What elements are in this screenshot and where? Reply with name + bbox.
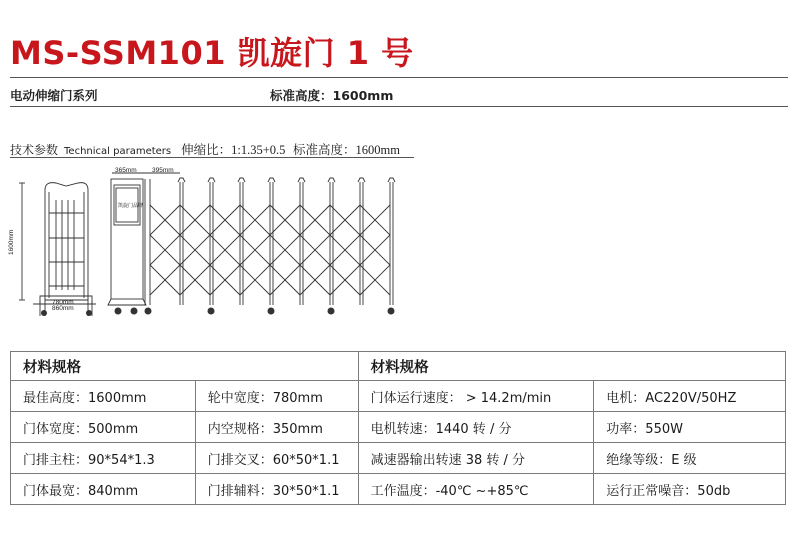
gate-side-view bbox=[19, 183, 96, 316]
spec-cell: 门体运行速度： > 14.2m/min bbox=[358, 381, 594, 412]
spec-cell: 轮中宽度：780mm bbox=[195, 381, 358, 412]
gate-front-machine bbox=[108, 173, 180, 305]
machine-panel-label: 凯旋门品牌 bbox=[118, 203, 144, 209]
dim-height: 1600mm bbox=[8, 229, 15, 255]
spec-cell: 门体最宽：840mm bbox=[11, 474, 196, 505]
spec-cell: 门排辅料：30*50*1.1 bbox=[195, 474, 358, 505]
gate-lattice bbox=[150, 178, 395, 305]
spec-cell: 绝缘等级：E 级 bbox=[594, 443, 786, 474]
params-label-en: Technical parameters bbox=[64, 146, 172, 157]
dim-395: 395mm bbox=[152, 167, 174, 174]
params-ratio: 伸缩比：1:1.35+0.5 bbox=[181, 143, 286, 157]
spec-table bbox=[10, 351, 786, 505]
standard-height-label: 标准高度：1600mm bbox=[270, 88, 394, 103]
spec-cell: 门排主柱：90*54*1.3 bbox=[11, 443, 196, 474]
page-title: MS-SSM101 凯旋门 1 号 bbox=[10, 34, 414, 72]
params-label-cn: 技术参数 bbox=[10, 143, 59, 157]
spec-table-header bbox=[11, 352, 786, 381]
spec-cell: 门排交叉：60*50*1.1 bbox=[195, 443, 358, 474]
dim-780: 780mm bbox=[52, 299, 74, 306]
spec-cell: 门体宽度：500mm bbox=[11, 412, 196, 443]
params-height: 标准高度：1600mm bbox=[293, 143, 400, 157]
spec-cell: 运行正常噪音：50db bbox=[594, 474, 786, 505]
spec-header-right: 材料规格 bbox=[358, 352, 785, 381]
spec-cell: 功率：550W bbox=[594, 412, 786, 443]
spec-cell: 减速器输出转速 38 转 / 分 bbox=[358, 443, 594, 474]
spec-cell: 电机：AC220V/50HZ bbox=[594, 381, 786, 412]
spec-cell: 内空规格：350mm bbox=[195, 412, 358, 443]
table-row bbox=[11, 412, 786, 443]
dim-860: 860mm bbox=[52, 305, 74, 312]
params-divider bbox=[10, 157, 414, 158]
table-row bbox=[11, 474, 786, 505]
title-divider bbox=[10, 77, 788, 78]
table-row bbox=[11, 381, 786, 412]
technical-parameters bbox=[10, 140, 400, 158]
spec-cell: 工作温度：-40℃ ~+85℃ bbox=[358, 474, 594, 505]
gate-drawing bbox=[0, 160, 800, 320]
spec-cell: 电机转速：1440 转 / 分 bbox=[358, 412, 594, 443]
subline-divider bbox=[10, 106, 788, 107]
spec-header-left: 材料规格 bbox=[11, 352, 359, 381]
table-row bbox=[11, 443, 786, 474]
series-label: 电动伸缩门系列 bbox=[10, 88, 98, 103]
dim-365: 365mm bbox=[115, 167, 137, 174]
spec-cell: 最佳高度：1600mm bbox=[11, 381, 196, 412]
